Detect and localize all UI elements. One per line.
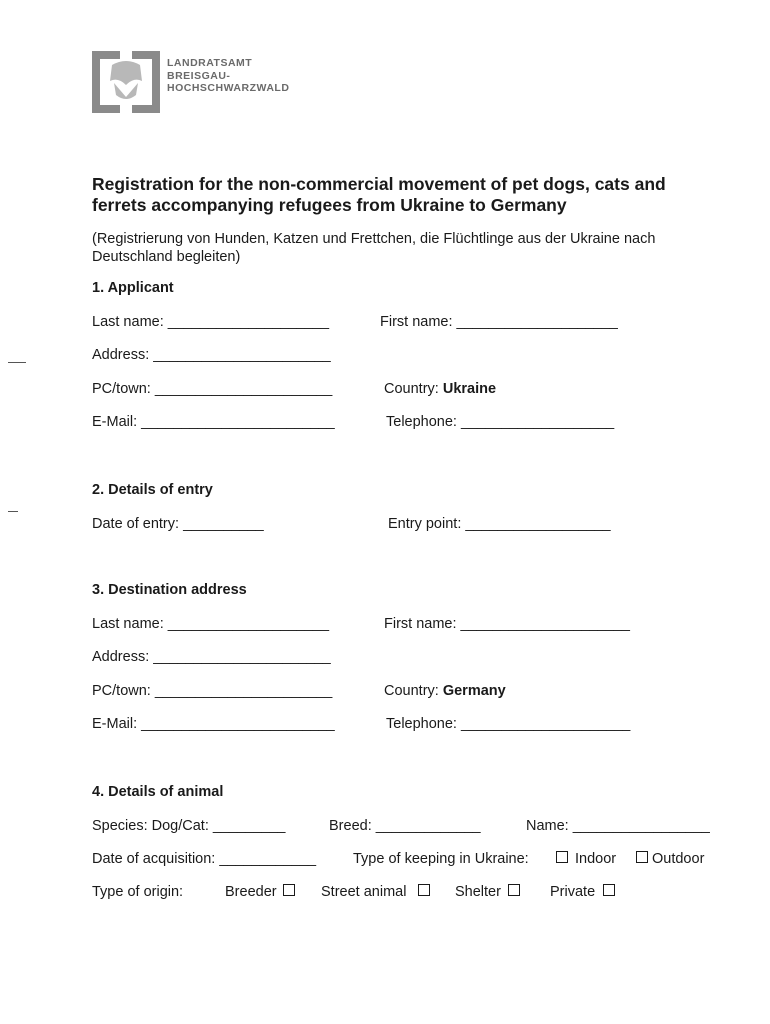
logo-line-1: LANDRATSAMT bbox=[167, 57, 253, 69]
page-subtitle: (Registrierung von Hunden, Katzen und Frettchen, die Flüchtlinge aus der Ukraine nach Deutschland begleiten) bbox=[92, 231, 656, 265]
private-checkbox[interactable] bbox=[603, 884, 615, 896]
outdoor-checkbox[interactable] bbox=[636, 851, 648, 863]
private-label: Private bbox=[550, 884, 596, 900]
destination-country bbox=[384, 682, 506, 700]
entry-point-field[interactable]: Entry point: __________________ bbox=[388, 516, 611, 532]
shelter-label: Shelter bbox=[455, 884, 501, 900]
outdoor-label: Outdoor bbox=[652, 851, 705, 867]
animal-species-field[interactable]: Species: Dog/Cat: _________ bbox=[92, 818, 286, 834]
entry-date-field[interactable]: Date of entry: __________ bbox=[92, 516, 264, 532]
animal-acquisition-field[interactable]: Date of acquisition: ____________ bbox=[92, 851, 317, 867]
breeder-label: Breeder bbox=[225, 884, 277, 900]
applicant-last-name-field[interactable]: Last name: ____________________ bbox=[92, 314, 330, 330]
shelter-checkbox[interactable] bbox=[508, 884, 520, 896]
destination-country-value: Germany bbox=[442, 683, 506, 699]
applicant-country bbox=[384, 380, 496, 398]
destination-country-label: Country: bbox=[384, 683, 443, 699]
section-animal-heading: 4. Details of animal bbox=[92, 784, 224, 800]
destination-telephone-field[interactable]: Telephone: _____________________ bbox=[386, 716, 631, 732]
section-destination-heading: 3. Destination address bbox=[92, 582, 247, 598]
indoor-checkbox[interactable] bbox=[556, 851, 568, 863]
animal-breed-field[interactable]: Breed: _____________ bbox=[329, 818, 481, 834]
page-title: Registration for the non-commercial movement of pet dogs, cats and ferrets accompanying refugees from Ukraine to Germany bbox=[92, 174, 666, 215]
logo-line-3: HOCHSCHWARZWALD bbox=[167, 82, 290, 94]
applicant-pc-town-field[interactable]: PC/town: ______________________ bbox=[92, 381, 333, 397]
applicant-country-label: Country: bbox=[384, 381, 443, 397]
applicant-address-field[interactable]: Address: ______________________ bbox=[92, 347, 331, 363]
breeder-checkbox[interactable] bbox=[283, 884, 295, 896]
destination-address-field[interactable]: Address: ______________________ bbox=[92, 649, 331, 665]
animal-name-field[interactable]: Name: _________________ bbox=[526, 818, 710, 834]
applicant-email-field[interactable]: E-Mail: ________________________ bbox=[92, 414, 335, 430]
section-entry-heading: 2. Details of entry bbox=[92, 482, 213, 498]
destination-pc-town-field[interactable]: PC/town: ______________________ bbox=[92, 683, 333, 699]
indoor-label: Indoor bbox=[575, 851, 617, 867]
margin-mark bbox=[8, 511, 18, 512]
street-animal-label: Street animal bbox=[321, 884, 407, 900]
section-applicant-heading: 1. Applicant bbox=[92, 280, 174, 296]
applicant-telephone-field[interactable]: Telephone: ___________________ bbox=[386, 414, 615, 430]
destination-email-field[interactable]: E-Mail: ________________________ bbox=[92, 716, 335, 732]
destination-first-name-field[interactable]: First name: _____________________ bbox=[384, 616, 630, 632]
landratsamt-logo-icon bbox=[90, 47, 162, 117]
margin-mark bbox=[8, 362, 26, 363]
keeping-type-label: Type of keeping in Ukraine: bbox=[353, 851, 529, 867]
applicant-country-value: Ukraine bbox=[442, 381, 497, 397]
applicant-first-name-field[interactable]: First name: ____________________ bbox=[380, 314, 618, 330]
logo-line-2: BREISGAU- bbox=[167, 69, 231, 82]
origin-type-label: Type of origin: bbox=[92, 884, 184, 900]
destination-last-name-field[interactable]: Last name: ____________________ bbox=[92, 616, 330, 632]
logo-text bbox=[167, 57, 289, 95]
street-animal-checkbox[interactable] bbox=[418, 884, 430, 896]
